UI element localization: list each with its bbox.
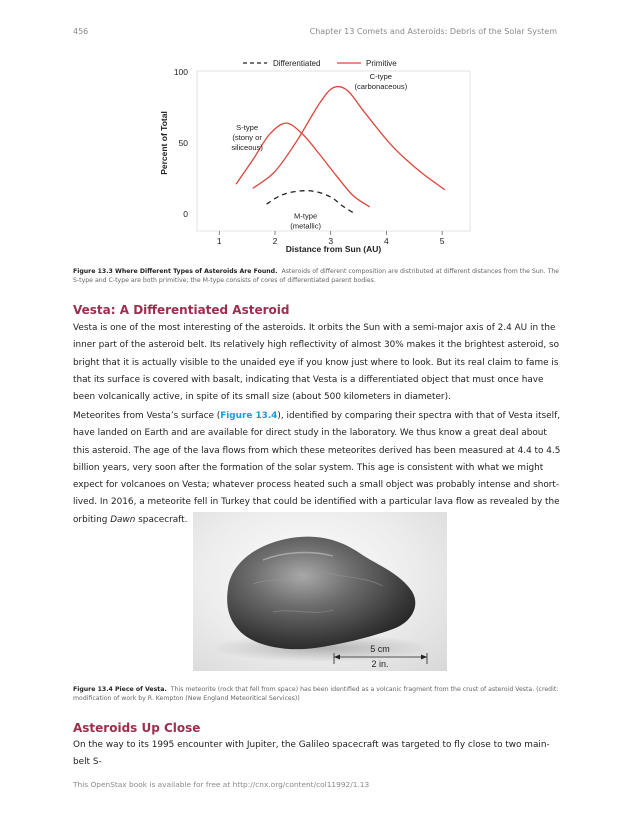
- annotation-line: S-type: [236, 123, 259, 133]
- vesta-paragraph-2: [73, 408, 561, 529]
- figure-13-4-link[interactable]: Figure 13.4: [220, 411, 278, 421]
- annotation-line: C-type: [369, 72, 393, 82]
- footer-text: This OpenStax book is available for free at http://cnx.org/content/col11992/1.13: [73, 780, 370, 789]
- paragraph-text: spacecraft.: [135, 514, 188, 525]
- annotation-m-type: [290, 211, 321, 230]
- annotation-line: (carbonaceous): [354, 82, 408, 92]
- meteorite-image: [193, 512, 447, 671]
- paragraph-text: ), identified by comparing their spectra with that of Vesta itself, have landed on Earth and are available for direct study in the laboratory. We thus know a great deal about this asteroid. The age of the lava flows from which these meteorites derived has been measured at 4.4 to 4.5 billion years, very soon after the formation of the solar system. This age is consistent with what we might expect for volcanoes on Vesta; whatever process heated such a small object was probably intense and short-lived. In 2016, a meteorite fell in Turkey that could be identified with a particular lava flow as revealed by the orbiting: [73, 411, 561, 525]
- chart-series: [236, 87, 445, 213]
- scale-arrow-right: [421, 655, 427, 660]
- annotation-line: siliceous): [231, 143, 263, 153]
- c-type-curve: [253, 87, 445, 190]
- annotation-line: (metallic): [290, 221, 322, 231]
- figure-13-4-text: This meteorite (rock that fell from space) has been identified as a volcanic fragment from the crust of asteroid Vesta. (credit: modification of work by R. Kempton (New England Meteoritical Services)): [73, 686, 559, 702]
- page-number: 456: [73, 27, 89, 36]
- figure-13-3-caption: [73, 267, 563, 285]
- vesta-paragraph-1: Vesta is one of the most interesting of the asteroids. It orbits the Sun with a semi-major axis of 2.4 AU in the inner part of the asteroid belt. Its relatively high reflectivity of almost 30% makes it the brightest asteroid, so bright that it is actually visible to the unaided eye if you know just where to look. But its real claim to fame is that its surface is covered with basalt, indicating that Vesta is a differentiated object that must once have been volcanically active, in spite of its small size (about 500 kilometers in diameter).: [73, 323, 560, 403]
- annotation-line: (stony or: [232, 133, 262, 143]
- section-title-asteroids-up-close: Asteroids Up Close: [73, 721, 201, 735]
- figure-13-3-text: Asteroids of different composition are distributed at different distances from the Sun. The S-type and C-type are both primitive; the M-type consists of cores of differentiated parent bodies.: [73, 268, 560, 284]
- figure-13-4-caption: [73, 685, 563, 703]
- x-axis-label: Distance from Sun (AU): [285, 244, 382, 254]
- x-tick-label: 4: [384, 236, 389, 246]
- y-tick-label: 100: [173, 67, 188, 77]
- vesta-meteorite-photo: [193, 512, 447, 671]
- x-tick-label: 2: [272, 236, 278, 246]
- x-tick-label: 1: [216, 236, 222, 246]
- annotation-line: M-type: [294, 211, 318, 221]
- scale-label-cm: 5 cm: [370, 644, 390, 654]
- x-tick-label: 3: [328, 236, 334, 246]
- scale-label-in: 2 in.: [371, 659, 389, 669]
- y-tick-label: 0: [183, 209, 188, 219]
- annotation-c-type: [354, 72, 407, 91]
- y-tick-label: 50: [178, 138, 188, 148]
- paragraph-text: Meteorites from Vesta’s surface (: [73, 411, 221, 421]
- figure-13-4-label: Figure 13.4 Piece of Vesta.: [73, 686, 167, 693]
- chapter-heading: Chapter 13 Comets and Asteroids: Debris of the Solar System: [309, 27, 557, 36]
- legend-label-primitive: Primitive: [366, 59, 397, 68]
- section-title-vesta: Vesta: A Differentiated Asteroid: [73, 303, 290, 317]
- m-type-curve: [267, 191, 353, 213]
- annotation-s-type: [231, 123, 263, 152]
- legend-label-differentiated: Differentiated: [273, 59, 321, 68]
- chart-annotations: [231, 72, 407, 230]
- asteroids-up-close-paragraph: On the way to its 1995 encounter with Jupiter, the Galileo spacecraft was targeted to fly close to two main-belt S-: [73, 740, 550, 768]
- y-axis-label: Percent of Total: [159, 111, 169, 175]
- dawn-spacecraft-name: Dawn: [110, 514, 136, 525]
- asteroid-distribution-chart: [155, 56, 475, 266]
- figure-13-3-label: Figure 13.3 Where Different Types of Asteroids Are Found.: [73, 268, 278, 275]
- chart-legend: [243, 59, 397, 68]
- x-tick-label: 5: [439, 236, 445, 246]
